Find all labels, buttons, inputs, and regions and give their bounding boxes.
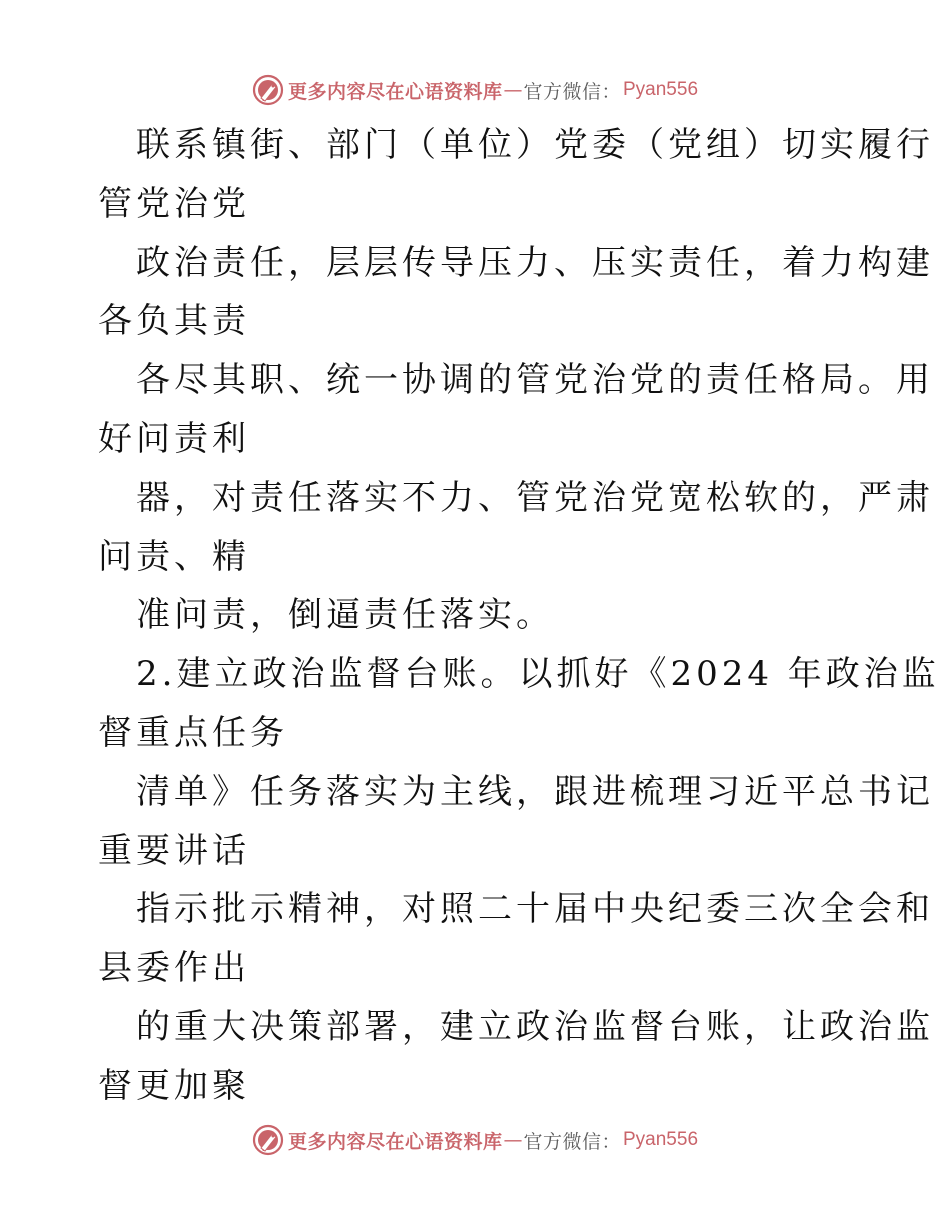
document-line: 重要讲话 [98, 830, 250, 871]
footer-promo-text: 更多内容尽在心语资料库 [287, 1130, 503, 1153]
document-line: 清单》任务落实为主线，跟进梳理习近平总书记 [136, 771, 934, 812]
document-line: 管党治党 [98, 183, 250, 224]
header-official-label: 官方微信： [523, 80, 621, 103]
document-line: 政治责任，层层传导压力、压实责任，着力构建 [136, 242, 934, 283]
document-line: 准问责，倒逼责任落实。 [136, 595, 554, 636]
document-line: 器，对责任落实不力、管党治党宽松软的，严肃 [136, 477, 934, 518]
document-line: 指示批示精神，对照二十届中央纪委三次全会和 [136, 889, 934, 930]
header-banner [0, 70, 950, 110]
footer-banner [0, 1120, 950, 1160]
document-line: 各负其责 [98, 301, 250, 342]
document-line: 督更加聚 [98, 1065, 250, 1106]
document-line: 好问责利 [98, 418, 250, 459]
document-line: 的重大决策部署，建立政治监督台账，让政治监 [136, 1006, 934, 1047]
header-wechat-id: Pyan556 [623, 79, 699, 100]
footer-official-label: 官方微信： [523, 1130, 621, 1153]
document-line: 联系镇街、部门（单位）党委（党组）切实履行 [136, 125, 934, 165]
document-line: 县委作出 [98, 948, 250, 989]
footer-dash: — [503, 1129, 523, 1151]
pen-logo-icon [252, 74, 284, 106]
document-body [98, 116, 940, 1116]
document-line: 各尽其职、统一协调的管党治党的责任格局。用 [136, 360, 934, 401]
header-dash: — [503, 79, 523, 101]
footer-wechat-id: Pyan556 [623, 1129, 699, 1150]
document-line: 2.建立政治监督台账。以抓好《2024 年政治监 [136, 654, 940, 695]
document-line: 督重点任务 [98, 712, 288, 753]
pen-logo-icon [252, 1124, 284, 1156]
header-promo-text: 更多内容尽在心语资料库 [287, 80, 503, 103]
document-line: 问责、精 [98, 536, 250, 577]
